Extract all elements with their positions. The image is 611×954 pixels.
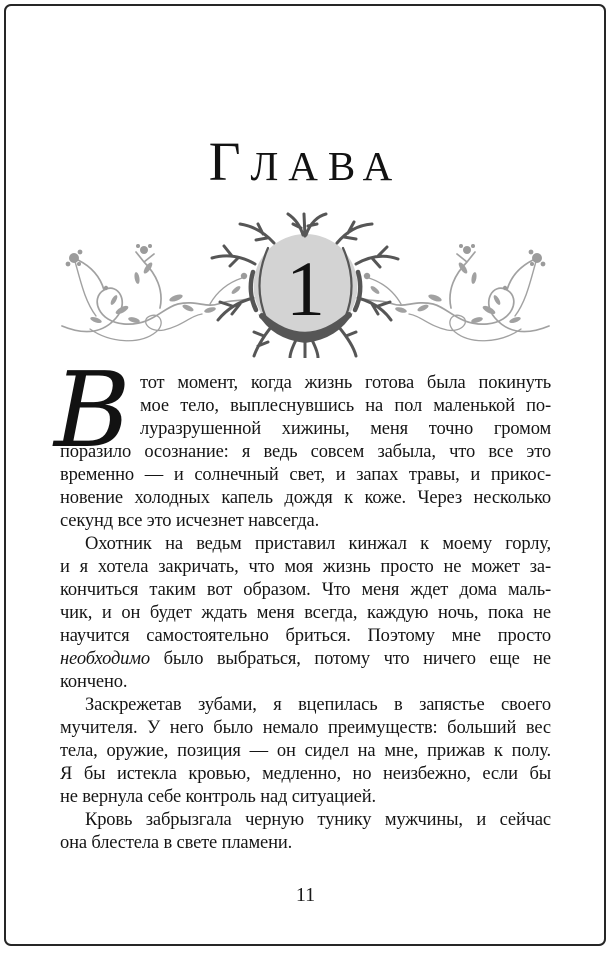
text-line: новение холодных капель дождя к коже. Через несколько [60,488,551,508]
text-line: Я бы истекла кровью, медленно, но неизбежно, если бы [60,764,551,784]
chapter-ornament [60,212,551,358]
text-line: тела, оружие, позиция — он сидел на мне, прижав к полу. [60,741,551,761]
text-line: временно — и солнечный свет, и запах травы, и прикос- [60,465,551,485]
text-line: поразило осознание: я ведь совсем забыла, что все это [60,442,551,462]
chapter-number: 1 [286,245,325,332]
text-line: не вернула себе контроль над ситуацией. [60,787,376,807]
text-line: кончено. [60,672,128,692]
text-line: мучителя. У него было немало преимуществ: больший вес [60,718,551,738]
text-line: секунд все это исчезнет навсегда. [60,511,320,531]
text-line: кончиться таким вот образом. Что меня ждет дома маль- [60,580,551,600]
text-line: чик, и он будет ждать меня всегда, каждую ночь, пока не [60,603,551,623]
text-line: Заскрежетав зубами, я вцепилась в запястье своего [85,695,551,715]
text-line: тот момент, когда жизнь готова была покинуть [140,373,551,393]
text-line: научится самостоятельно бриться. Поэтому мне просто [60,626,551,646]
chapter-heading-initial: Г [208,131,251,192]
chapter-heading-rest: ЛАВА [250,143,403,189]
rose-vine-right-icon [360,244,549,341]
rose-vine-left-icon [62,244,251,341]
page-number: 11 [295,884,316,906]
text-block [54,349,551,855]
text-line: Кровь забрызгала черную тунику мужчины, и сейчас [85,810,551,830]
paragraph [60,694,551,809]
paragraph [60,533,551,694]
drop-cap-letter: В [54,349,131,471]
paragraph [60,809,551,855]
text-line: и я хотела закричать, что моя жизнь просто не может за- [60,557,551,577]
text-line: необходимо было выбраться, потому что ничего еще не [60,649,551,669]
paragraph [54,349,551,533]
text-line: мое тело, выплеснувшись на пол маленькой по- [140,396,551,416]
text-line: луразрушенной хижины, меня точно громом [140,419,551,439]
text-line: она блестела в свете пламени. [60,833,293,853]
text-line: Охотник на ведьм приставил кинжал к моему горлу, [85,534,551,554]
drop-cap [54,349,140,471]
chapter-heading [0,131,611,192]
